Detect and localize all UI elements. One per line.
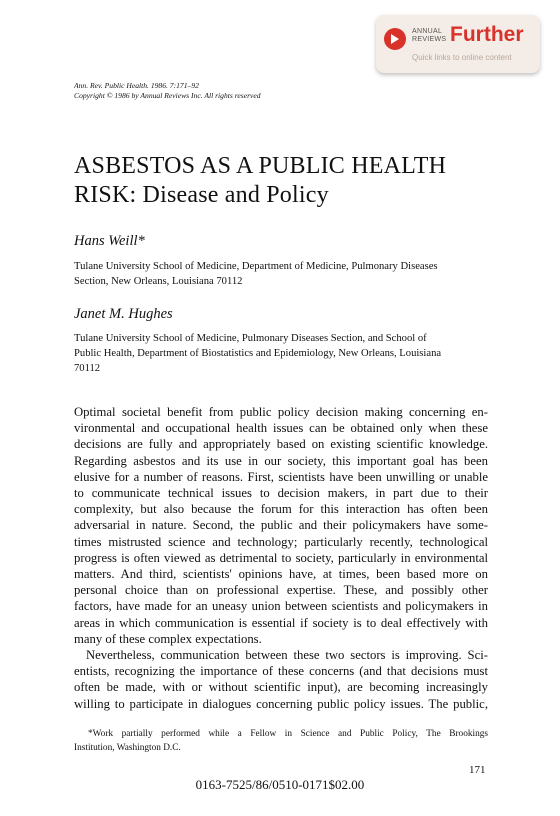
page-number: 171 (469, 764, 486, 776)
copyright-line: Copyright © 1986 by Annual Reviews Inc. All rights reserved (74, 90, 261, 100)
body-line: personal choice than on professional expertise. These, and possibly other (74, 583, 488, 598)
citation (74, 81, 261, 100)
body-line: Regarding asbestos and its use in our society, this important goal has been (74, 453, 488, 468)
body-line: Optimal societal benefit from public policy decision making concerning en- (74, 405, 488, 419)
citation-line: Ann. Rev. Public Health. 1986. 7:171–92 (74, 81, 199, 90)
body-line: decisions are fully and appropriately based on existing scientific knowledge. (74, 437, 488, 452)
annual-reviews-wordmark: ANNUAL REVIEWS (412, 28, 447, 43)
body-line: factors, have made for an uneasy union between scientists and policymakers in (74, 599, 488, 614)
body-line: progress is often viewed as detrimental to society, particularly in environmental (74, 550, 488, 565)
body-line: elusive for a number of reasons. First, scientists have been unwilling or unable (74, 469, 488, 484)
author-name: Janet M. Hughes (74, 306, 173, 322)
body-line: times mistrusted science and technology; particularly recently, technological (74, 534, 488, 549)
author-affiliation: Tulane University School of Medicine, Pulmonary Diseases Section, and School of Public Health, Department of Biostatistics and Epidemiology, New Orleans, Louisiana 70112 (74, 333, 442, 374)
further-badge[interactable] (376, 15, 540, 73)
author-name: Hans Weill* (74, 233, 145, 249)
article-title: ASBESTOS AS A PUBLIC HEALTH RISK: Disease and Policy (74, 153, 447, 208)
body-text (74, 404, 488, 712)
body-line: many of these complex expectations. (74, 631, 262, 646)
body-line: willing to participate in dialogues concerning public policy issues. The public, (74, 696, 488, 711)
body-line: Nevertheless, communication between these two sectors is improving. Sci- (86, 648, 488, 663)
body-line: entists, recognizing the importance of these concerns (and that decisions must (74, 664, 488, 679)
body-line: to communicate technical issues to decision makers, in part due to their (74, 486, 488, 501)
further-subtitle: Quick links to online content (412, 53, 512, 62)
body-line: vironmental and occupational health issues can be obtained only when these (74, 421, 488, 436)
author-affiliation: Tulane University School of Medicine, Department of Medicine, Pulmonary Diseases Section, New Orleans, Louisiana 70112 (74, 261, 438, 287)
footnote: *Work partially performed while a Fellow in Science and Public Policy, The Brookings Institution, Washington D.C. (74, 729, 488, 753)
body-line: often be made, with or without scientific input), are becoming increasingly (74, 680, 488, 695)
annual-reviews-logo-icon (384, 28, 406, 50)
further-label: Further (450, 23, 524, 46)
issn-line: 0163-7525/86/0510-0171$02.00 (195, 777, 365, 792)
body-line: matters. And third, scientists' opinions have, at times, been based more on (74, 567, 488, 582)
body-line: adversarial in nature. Second, the public and their policymakers have some- (74, 518, 488, 533)
body-line: areas in which communication is essential if society is to deal effectively with (74, 615, 488, 630)
body-line: complexity, but also because the forum for this interaction has often been (74, 502, 488, 517)
